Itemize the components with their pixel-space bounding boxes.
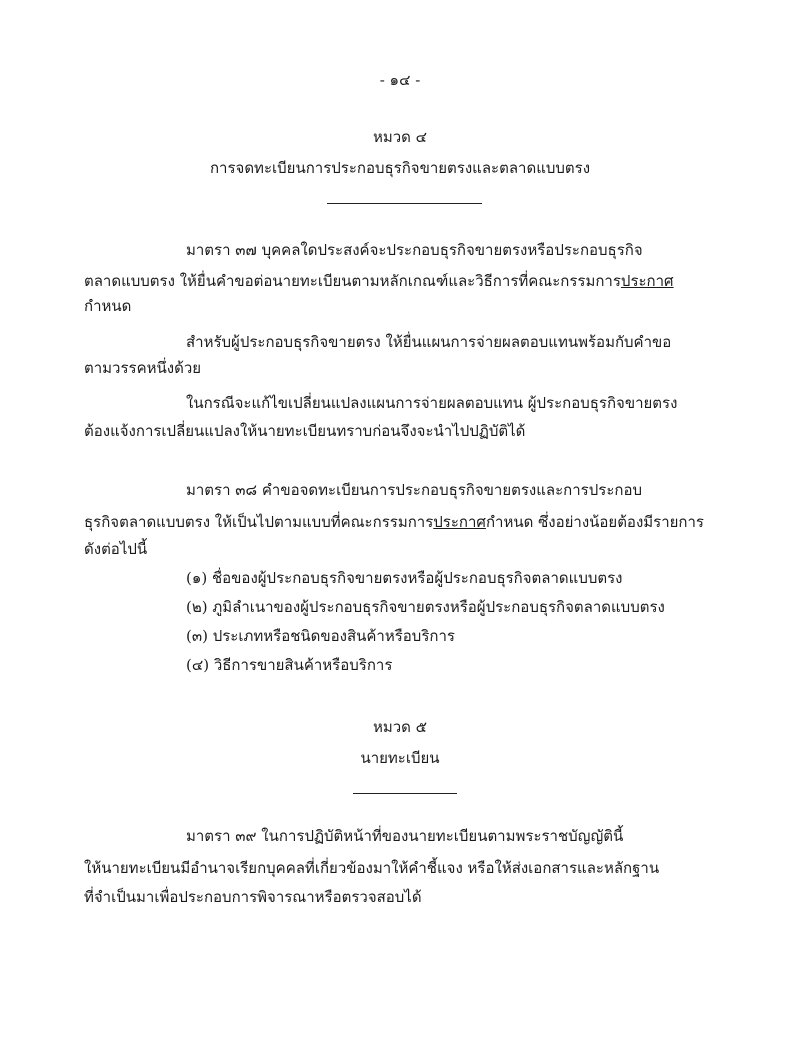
section-37-line-3: กำหนด: [84, 297, 132, 315]
section-38-line-2-text-b: กำหนด ซึ่งอย่างน้อยต้องมีรายการ: [485, 513, 704, 531]
section-37-line-2-text: ตลาดแบบตรง ให้ยื่นคำขอต่อนายทะเบียนตามหลักเกณฑ์และวิธีการที่คณะกรรมการ: [84, 272, 621, 290]
section-37-para-2-line-1: สำหรับผู้ประกอบธุรกิจขายตรง ให้ยื่นแผนการจ่ายผลตอบแทนพร้อมกับคำขอ: [186, 333, 672, 351]
section-38-item-4: (๔) วิธีการขายสินค้าหรือบริการ: [186, 656, 393, 674]
section-38-line-2-text-a: ธุรกิจตลาดแบบตรง ให้เป็นไปตามแบบที่คณะกรรมการ: [84, 513, 434, 531]
section-37-para-3-line-1: ในกรณีจะแก้ไขเปลี่ยนแปลงแผนการจ่ายผลตอบแทน ผู้ประกอบธุรกิจขายตรง: [186, 394, 678, 412]
section-39-line-1: มาตรา ๓๙ ในการปฏิบัติหน้าที่ของนายทะเบียนตามพระราชบัญญัตินี้: [186, 827, 624, 845]
page-number: - ๑๔ -: [379, 71, 421, 89]
announcement-link-text: ประกาศ: [433, 513, 486, 531]
section-39-line-2: ให้นายทะเบียนมีอำนาจเรียกบุคคลที่เกี่ยวข้องมาให้คำชี้แจง หรือให้ส่งเอกสารและหลักฐาน: [84, 859, 660, 877]
chapter-4-heading: หมวด ๔: [372, 128, 428, 146]
section-38-item-2: (๒) ภูมิลำเนาของผู้ประกอบธุรกิจขายตรงหรือผู้ประกอบธุรกิจตลาดแบบตรง: [186, 598, 665, 616]
chapter-4-title: การจดทะเบียนการประกอบธุรกิจขายตรงและตลาดแบบตรง: [209, 159, 591, 177]
section-38-line-1: มาตรา ๓๘ คำขอจดทะเบียนการประกอบธุรกิจขายตรงและการประกอบ: [186, 481, 642, 499]
section-37-para-3-line-2: ต้องแจ้งการเปลี่ยนแปลงให้นายทะเบียนทราบก่อนจึงจะนำไปปฏิบัติได้: [84, 422, 526, 440]
section-37-line-1: มาตรา ๓๗ บุคคลใดประสงค์จะประกอบธุรกิจขายตรงหรือประกอบธุรกิจ: [186, 241, 643, 259]
section-38-item-3: (๓) ประเภทหรือชนิดของสินค้าหรือบริการ: [186, 627, 455, 645]
chapter-5-heading: หมวด ๕: [372, 718, 428, 736]
chapter-4-divider: [327, 203, 482, 204]
section-37-line-2: [84, 271, 674, 291]
section-37-para-2-line-2: ตามวรรคหนึ่งด้วย: [84, 359, 202, 377]
section-39-line-3: ที่จำเป็นมาเพื่อประกอบการพิจารณาหรือตรวจสอบได้: [84, 888, 422, 906]
chapter-5-divider: [353, 793, 457, 794]
section-38-item-1: (๑) ชื่อของผู้ประกอบธุรกิจขายตรงหรือผู้ประกอบธุรกิจตลาดแบบตรง: [186, 569, 623, 587]
announcement-link-text: ประกาศ: [620, 272, 674, 290]
section-38-line-3: ดังต่อไปนี้: [84, 540, 148, 558]
chapter-5-title: นายทะเบียน: [360, 749, 440, 767]
section-38-line-2: [84, 512, 704, 532]
